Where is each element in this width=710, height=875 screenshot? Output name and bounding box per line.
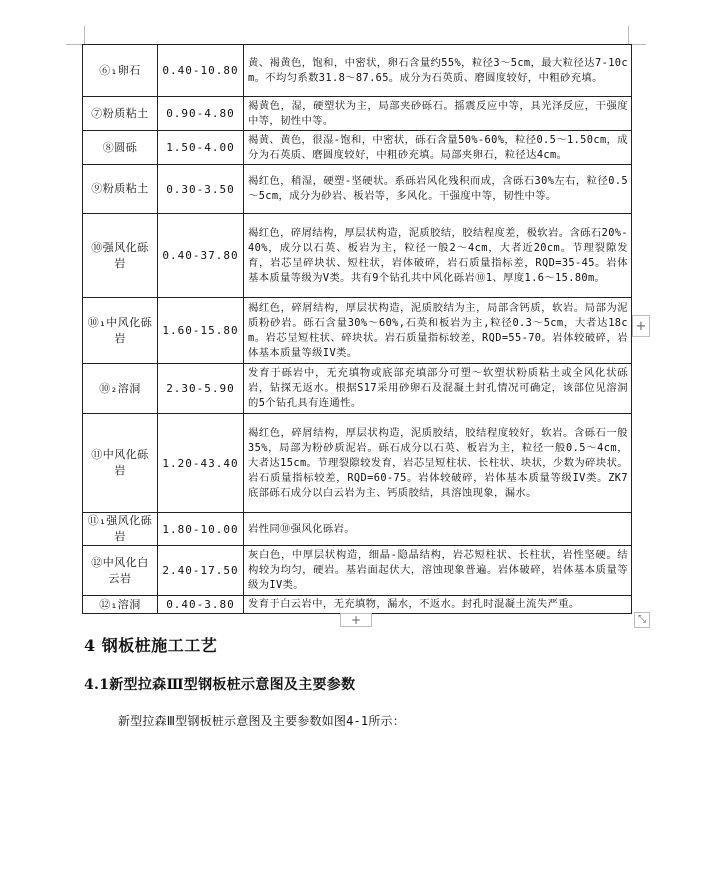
stratum-name[interactable]: ⑪₁强风化砾岩: [83, 513, 158, 546]
table-row: [83, 546, 632, 596]
stratum-description[interactable]: 灰白色，中厚层状构造，细晶-隐晶结构，岩芯短柱状、长柱状，岩性坚硬。结构较为均匀，硬岩。基岩面起伏大，溶蚀现象普遍。岩体破碎，岩体基本质量等级为IV类。: [244, 546, 632, 596]
table-row: [83, 97, 632, 131]
stratum-description[interactable]: 褐红色，碎屑结构，厚层状构造，泥质胶结，胶结程度较好，软岩。含砾石一般35%，局部为粉砂质泥岩。砾石成分以石英、板岩为主，粒径一般0.5～4cm，大者达15cm。节理裂隙较发育，岩芯呈短柱状、长柱状、块状，少数为碎块状。岩石质量指标较差，RQD=60-75。岩体较破碎，岩体基本质量等级IV类。ZK7底部砾石成分以白云岩为主、钙质胶结，具溶蚀现象，漏水。: [244, 414, 632, 513]
table-row: [83, 513, 632, 546]
stratum-description[interactable]: 黄、褐黄色，饱和，中密状，卵石含量约55%，粒径3～5cm，最大粒径达7-10cm。不均匀系数31.8～87.65。成分为石英质、磨圆度较好，中粗砂充填。: [244, 45, 632, 97]
stratum-name[interactable]: ⑩强风化砾岩: [83, 214, 158, 298]
stratum-description[interactable]: 发育于砾岩中，无充填物或底部充填部分可塑～软塑状粉质粘土或全风化状砾岩，钻探无返水。根据S17采用砂卵石及混凝土封孔情况可确定，该部位见溶洞的5个钻孔具有连通性。: [244, 364, 632, 414]
table-row: [83, 165, 632, 214]
stratum-description[interactable]: 岩性同⑩强风化砾岩。: [244, 513, 632, 546]
stratum-thickness[interactable]: 0.40-37.80: [158, 214, 244, 298]
stratum-thickness[interactable]: 1.80-10.00: [158, 513, 244, 546]
stratum-thickness[interactable]: 1.50-4.00: [158, 131, 244, 165]
stratum-name[interactable]: ⑥₁卵石: [83, 45, 158, 97]
stratum-thickness[interactable]: 0.40-3.80: [158, 596, 244, 614]
stratum-thickness[interactable]: 2.30-5.90: [158, 364, 244, 414]
stratum-thickness[interactable]: 0.30-3.50: [158, 165, 244, 214]
table-row: [83, 214, 632, 298]
stratum-description[interactable]: 发育于白云岩中，无充填物，漏水，不返水。封孔时混凝土流失严重。: [244, 596, 632, 614]
table-row: [83, 45, 632, 97]
stratum-description[interactable]: 褐红色，碎屑结构，厚层状构造，泥质胶结为主，局部含钙质，软岩。局部为泥质粉砂岩。砾石含量30%～60%,石英和板岩为主,粒径0.3～5cm，大者达18cm。岩芯呈短柱状、碎块状。岩石质量指标较差，RQD=55-70。岩体较破碎，岩体基本质量等级IV类。: [244, 298, 632, 364]
stratum-name[interactable]: ⑦粉质粘土: [83, 97, 158, 131]
stratum-name[interactable]: ⑩₁中风化砾岩: [83, 298, 158, 364]
table-row: [83, 131, 632, 165]
stratum-name[interactable]: ⑧圆砾: [83, 131, 158, 165]
stratum-thickness[interactable]: 1.20-43.40: [158, 414, 244, 513]
crop-mark-top-right-v: [628, 26, 629, 44]
stratum-thickness[interactable]: 0.90-4.80: [158, 97, 244, 131]
subsection-heading: 4.1新型拉森Ⅲ型钢板桩示意图及主要参数: [84, 677, 356, 693]
table-row: [83, 298, 632, 364]
section-heading: 4 钢板桩施工工艺: [84, 636, 218, 655]
table-resize-handle-icon[interactable]: ⤡: [634, 612, 650, 628]
table-row: [83, 414, 632, 513]
stratum-name[interactable]: ⑫₁溶洞: [83, 596, 158, 614]
stratum-table: [82, 44, 632, 614]
stratum-name[interactable]: ⑫中风化白云岩: [83, 546, 158, 596]
stratum-name[interactable]: ⑪中风化砾岩: [83, 414, 158, 513]
stratum-description[interactable]: 褐黄色，湿，硬塑状为主，局部夹砂砾石。摇震反应中等，具光泽反应，干强度中等，韧性中等。: [244, 97, 632, 131]
stratum-description[interactable]: 褐红色，稍湿，硬塑-坚硬状。系砾岩风化残积而成，含砾石30%左右，粒径0.5～5cm，成分为砂岩、板岩等，多风化。干强度中等，韧性中等。: [244, 165, 632, 214]
body-paragraph: 新型拉森Ⅲ型钢板桩示意图及主要参数如图4-1所示：: [118, 714, 405, 728]
table-row: [83, 596, 632, 614]
stratum-thickness[interactable]: 1.60-15.80: [158, 298, 244, 364]
stratum-thickness[interactable]: 0.40-10.80: [158, 45, 244, 97]
stratum-description[interactable]: 褐红色，碎屑结构，厚层状构造，泥质胶结，胶结程度差，极软岩。含砾石20%-40%，成分以石英、板岩为主，粒径一般2～4cm，大者近20cm。节理裂隙发育，岩芯呈碎块状、短柱状，岩体破碎，岩石质量指标差，RQD=35-45。岩体基本质量等级为V类。共有9个钻孔共中风化砾岩⑩1、厚度1.6～15.80m。: [244, 214, 632, 298]
add-row-button[interactable]: +: [340, 613, 372, 627]
table-row: [83, 364, 632, 414]
stratum-name[interactable]: ⑩₂溶洞: [83, 364, 158, 414]
add-column-button[interactable]: +: [632, 315, 650, 337]
stratum-description[interactable]: 褐黄、黄色，很湿-饱和，中密状，砾石含量50%-60%，粒径0.5～1.50cm，成分为石英质、磨圆度较好，中粗砂充填。局部夹卵石，粒径达4cm。: [244, 131, 632, 165]
stratum-thickness[interactable]: 2.40-17.50: [158, 546, 244, 596]
stratum-name[interactable]: ⑨粉质粘土: [83, 165, 158, 214]
crop-mark-top-left-v: [84, 26, 85, 44]
